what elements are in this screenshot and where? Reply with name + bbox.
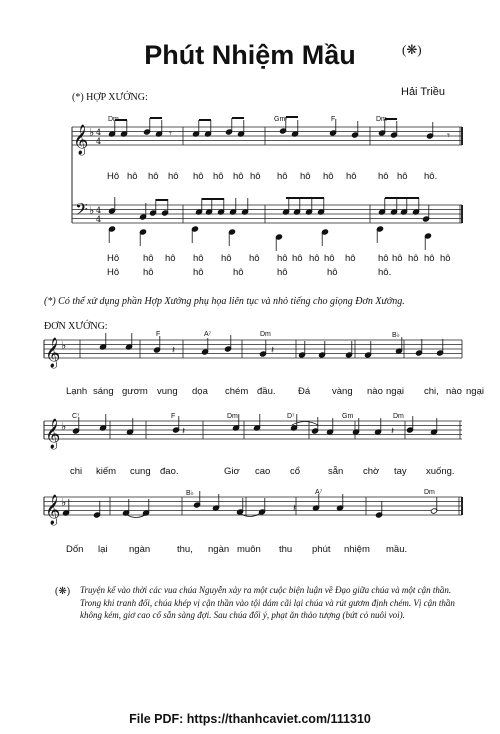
lyric-word: tay <box>394 466 407 477</box>
lyric-word: hô <box>300 171 311 182</box>
lyric-word: mầu. <box>386 544 408 555</box>
lyric-word: hô <box>148 171 159 182</box>
solo-staff-3 <box>44 497 462 515</box>
lyric-word: muôn <box>237 544 261 555</box>
lyric-word: hô <box>277 267 288 278</box>
lyric-word: hô <box>397 171 408 182</box>
chord: B♭ <box>186 490 194 497</box>
lyric-word: lại <box>98 544 108 555</box>
lyric-word: chờ <box>363 466 380 477</box>
chord: Dm <box>424 489 435 496</box>
rest: 𝄽 <box>182 426 186 437</box>
footnote-mark: (❋) <box>55 586 71 597</box>
chord: Gm <box>342 413 354 420</box>
chord: Dm <box>108 116 119 123</box>
lyric-word: hô <box>378 171 389 182</box>
lyric-word: sáng <box>93 386 114 397</box>
lyric-word: Hô <box>107 171 120 182</box>
lyric-word: cổ <box>290 466 301 477</box>
chord: F <box>171 413 176 420</box>
rest: 𝄾 <box>169 127 172 140</box>
lyric-word: chém <box>225 386 249 397</box>
lyric-word: Hô <box>107 253 120 264</box>
solo-staff-2 <box>44 421 462 439</box>
time-signature: 4 <box>96 128 102 137</box>
lyric-word: cung <box>130 466 151 477</box>
chorus-upper-staff <box>72 127 462 145</box>
lyric-word: hô <box>250 171 261 182</box>
chord: A⁷ <box>204 331 212 338</box>
performance-note: (*) Có thể xử dụng phần Hợp Xướng phụ họa liên tục và nhỏ tiếng cho giọng Đơn Xướng. <box>44 296 405 307</box>
chord: F <box>331 116 336 123</box>
rest: 𝄽 <box>172 345 176 356</box>
lyric-word: đầu. <box>257 386 276 397</box>
pdf-link[interactable]: File PDF: https://thanhcaviet.com/111310 <box>129 712 371 726</box>
lyric-word: nhiệm <box>344 544 370 555</box>
rest: 𝄽 <box>293 503 297 514</box>
lyric-word: hô. <box>378 267 392 278</box>
lyric-word: ngàn <box>208 544 230 555</box>
lyric-word: hô <box>378 253 389 264</box>
title-footnote-mark: (❋) <box>402 42 422 57</box>
lyric-word: phút <box>312 544 331 555</box>
lyric-word: đao. <box>160 466 179 477</box>
lyric-word: hô <box>233 171 244 182</box>
bass-clef: 𝄢 <box>75 199 88 223</box>
time-signature: 4 <box>96 206 102 215</box>
lyric-word: nào <box>367 386 383 397</box>
lyric-word: hô <box>440 253 451 264</box>
rest: 𝄾 <box>447 129 450 142</box>
lyric-word: vàng <box>332 386 353 397</box>
chord: F <box>156 331 161 338</box>
rest: 𝄽 <box>271 345 275 356</box>
key-signature-flat: ♭ <box>61 339 67 352</box>
slur <box>292 422 318 426</box>
lyric-word: ngại <box>466 386 484 397</box>
key-signature-flat: ♭ <box>89 204 95 217</box>
lyric-word: sẵn <box>328 466 344 477</box>
lyric-word: hô <box>168 171 179 182</box>
lyric-word: hô <box>324 253 335 264</box>
chord: B♭ <box>392 332 400 339</box>
lyric-word: hô. <box>424 171 438 182</box>
lyric-word: hô <box>345 253 356 264</box>
lyric-word: hô <box>143 253 154 264</box>
lyric-word: hô <box>127 171 138 182</box>
footnote-text: Truyện kể vào thời các vua chúa Nguyễn xảy ra một cuộc biện luận về Đạo giữa chúa và một cận thần. Trong khi tranh đổi, chúa khép vị cận thần vào tội dám cãi lại chúa và rút gươm định chém. Vị cận thần không kém, giơ cao cổ sẵn sàng đợi. Sau chúa đổi ý, phạt ăn thảo tượng (bứt cỏ nuôi voi). <box>80 585 455 620</box>
lyric-word: hô <box>193 171 204 182</box>
lyric-word: xuống. <box>426 466 455 477</box>
lyric-word: hô <box>143 267 154 278</box>
lyric-word: ngàn <box>129 544 151 555</box>
lyric-word: Đá <box>298 386 311 397</box>
chord: C⁷ <box>72 413 80 420</box>
lyric-word: hô <box>277 171 288 182</box>
treble-clef: 𝄞 <box>73 125 89 155</box>
lyric-word: hô <box>323 171 334 182</box>
lyric-word: dọa <box>192 386 208 397</box>
lyric-word: vung <box>157 386 178 397</box>
lyric-word: chi <box>70 466 83 477</box>
lyric-word: nào <box>446 386 462 397</box>
lyric-word: hô <box>292 253 303 264</box>
lyric-word: hô <box>233 267 244 278</box>
song-title: Phút Nhiệm Mầu <box>144 40 356 70</box>
lyric-word: thu <box>279 544 293 555</box>
chord: Dm <box>260 331 271 338</box>
lyric-word: Hô <box>107 267 120 278</box>
lyric-word: hô <box>392 253 403 264</box>
lyric-word: cao <box>255 466 271 477</box>
chord: Dm <box>227 413 238 420</box>
lyric-word: hô <box>213 171 224 182</box>
lyric-word: hô <box>277 253 288 264</box>
lyric-word: hô <box>408 253 419 264</box>
treble-clef: 𝄞 <box>45 338 61 368</box>
lyric-word: hô <box>193 253 204 264</box>
time-signature: 4 <box>96 137 102 146</box>
lyric-word: Lạnh <box>66 386 88 397</box>
solo-section-label: ĐƠN XƯỚNG: <box>44 321 108 332</box>
lyric-word: thu, <box>177 544 193 555</box>
lyric-word: hô <box>249 253 260 264</box>
treble-clef: 𝄞 <box>45 495 61 525</box>
lyric-word: hô <box>327 267 338 278</box>
lyric-word: ngại <box>386 386 404 397</box>
time-signature: 4 <box>96 215 102 224</box>
chord: D⁷ <box>287 413 295 420</box>
lyric-word: gươm <box>122 386 148 397</box>
lyric-word: Giơ <box>224 466 240 477</box>
chorus-section-label: (*) HỢP XƯỚNG: <box>72 92 148 103</box>
composer: Hải Triều <box>401 86 446 98</box>
lyric-word: hô <box>424 253 435 264</box>
lyric-word: hô <box>165 253 176 264</box>
key-signature-flat: ♭ <box>61 420 67 433</box>
lyric-word: kiếm <box>96 466 117 477</box>
chord: Dm <box>393 413 404 420</box>
lyric-word: Dốn <box>66 544 84 555</box>
lyric-word: hô <box>346 171 357 182</box>
treble-clef: 𝄞 <box>45 419 61 449</box>
chord: Gm⁷ <box>274 116 288 123</box>
key-signature-flat: ♭ <box>61 496 67 509</box>
key-signature-flat: ♭ <box>89 126 95 139</box>
lyric-word: chi, <box>424 386 439 397</box>
lyric-word: hô <box>193 267 204 278</box>
chord: A⁷ <box>315 489 323 496</box>
rest: 𝄽 <box>391 426 395 437</box>
lyric-word: hô <box>309 253 320 264</box>
lyric-word: hô <box>221 253 232 264</box>
chord: Dm <box>376 116 387 123</box>
